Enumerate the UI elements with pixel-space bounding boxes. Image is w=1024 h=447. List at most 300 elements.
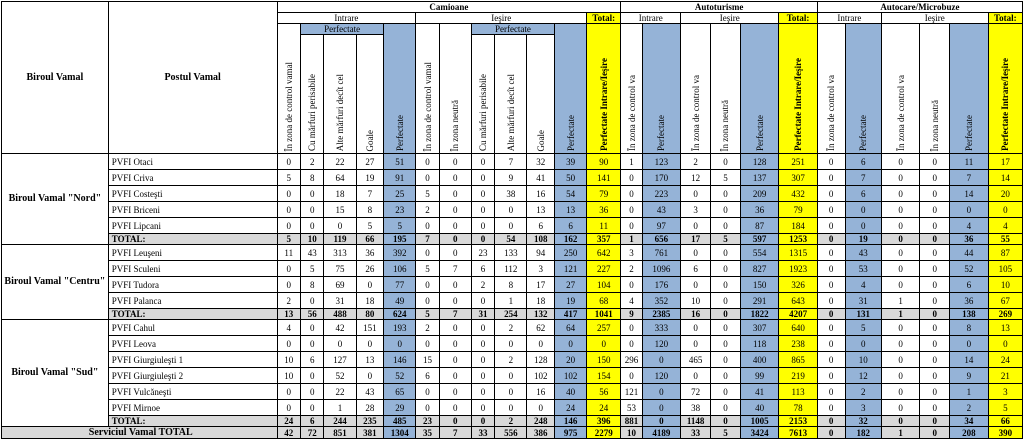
table-cell: 1148: [681, 416, 711, 427]
table-cell: 307: [740, 320, 778, 336]
table-cell: 66: [988, 416, 1022, 427]
table-cell: 6: [950, 277, 988, 293]
table-cell: 131: [845, 309, 881, 320]
table-cell: 52: [950, 261, 988, 277]
table-cell: 53: [621, 400, 642, 416]
table-cell: 36: [356, 245, 384, 261]
table-cell: 0: [471, 320, 494, 336]
total-label: TOTAL:: [108, 416, 277, 427]
table-cell: 0: [881, 202, 919, 218]
table-row: [2, 293, 1023, 309]
table-cell: 2: [300, 154, 323, 170]
table-cell: 0: [817, 416, 845, 427]
post-name: PVFI Vulcăneşti: [108, 384, 277, 400]
table-cell: 2153: [779, 416, 817, 427]
table-cell: 0: [711, 309, 741, 320]
table-cell: 19: [356, 170, 384, 186]
table-cell: 0: [621, 336, 642, 352]
table-cell: 0: [950, 336, 988, 352]
table-cell: 0: [439, 186, 471, 202]
table-cell: 0: [555, 336, 587, 352]
table-cell: 0: [439, 234, 471, 245]
table-cell: 8: [300, 170, 323, 186]
table-cell: 10: [988, 277, 1022, 293]
table-cell: 154: [587, 368, 621, 384]
table-cell: 27: [555, 277, 587, 293]
table-cell: 10: [845, 352, 881, 368]
table-cell: 138: [950, 309, 988, 320]
table-cell: 80: [356, 309, 384, 320]
table-cell: 235: [356, 416, 384, 427]
table-cell: 53: [845, 261, 881, 277]
table-cell: 44: [950, 245, 988, 261]
table-cell: 7: [439, 309, 471, 320]
table-cell: 87: [988, 245, 1022, 261]
table-cell: 0: [471, 336, 494, 352]
table-cell: 0: [920, 309, 950, 320]
table-cell: 0: [817, 261, 845, 277]
table-cell: 176: [642, 277, 680, 293]
header-cam-total: Total:: [587, 13, 621, 24]
table-cell: 50: [555, 170, 587, 186]
table-cell: 0: [642, 416, 680, 427]
table-cell: 120: [642, 368, 680, 384]
table-cell: 0: [881, 352, 919, 368]
table-cell: 49: [384, 293, 416, 309]
table-cell: 5: [711, 427, 741, 439]
table-cell: 0: [471, 368, 494, 384]
table-cell: 35: [416, 427, 439, 439]
table-cell: 250: [555, 245, 587, 261]
table-cell: 17: [527, 277, 555, 293]
table-cell: 4: [621, 293, 642, 309]
table-cell: 0: [817, 368, 845, 384]
table-cell: 5: [277, 234, 300, 245]
table-cell: 39: [555, 154, 587, 170]
table-cell: 24: [988, 352, 1022, 368]
table-cell: 761: [642, 245, 680, 261]
table-cell: 0: [439, 170, 471, 186]
table-cell: 0: [817, 384, 845, 400]
table-row: [2, 245, 1023, 261]
table-cell: 13: [555, 202, 587, 218]
table-cell: 0: [817, 352, 845, 368]
table-cell: 0: [300, 202, 323, 218]
table-cell: 1041: [587, 309, 621, 320]
table-cell: 1: [881, 293, 919, 309]
table-cell: 219: [779, 368, 817, 384]
table-cell: 0: [817, 186, 845, 202]
table-cell: 0: [681, 320, 711, 336]
table-cell: 0: [416, 384, 439, 400]
post-name: PVFI Costeşti: [108, 186, 277, 202]
table-cell: 43: [300, 245, 323, 261]
table-cell: 62: [527, 320, 555, 336]
table-cell: 102: [527, 368, 555, 384]
table-cell: 77: [384, 277, 416, 293]
table-cell: 209: [740, 186, 778, 202]
table-cell: 91: [384, 170, 416, 186]
total-row: [2, 234, 1023, 245]
table-cell: 23: [384, 202, 416, 218]
table-cell: 881: [621, 416, 642, 427]
table-cell: 94: [527, 245, 555, 261]
table-cell: 121: [555, 261, 587, 277]
bureau-name: Biroul Vamal "Nord": [2, 154, 109, 245]
table-cell: 18: [324, 186, 356, 202]
table-cell: 6: [555, 218, 587, 234]
table-cell: 0: [439, 218, 471, 234]
table-cell: 9: [621, 309, 642, 320]
table-cell: 0: [920, 154, 950, 170]
table-row: [2, 336, 1023, 352]
table-cell: 1822: [740, 309, 778, 320]
table-cell: 1: [621, 234, 642, 245]
post-name: PVFI Mirnoe: [108, 400, 277, 416]
table-cell: 11: [587, 218, 621, 234]
table-cell: 8: [300, 277, 323, 293]
total-row: [2, 309, 1023, 320]
table-cell: 102: [555, 368, 587, 384]
post-name: PVFI Leova: [108, 336, 277, 352]
header-post: Postul Vamal: [108, 2, 277, 154]
table-cell: 0: [920, 384, 950, 400]
table-cell: 0: [324, 336, 356, 352]
table-cell: 0: [881, 218, 919, 234]
table-cell: 1: [324, 400, 356, 416]
table-cell: 0: [920, 218, 950, 234]
table-cell: 0: [817, 427, 845, 439]
header-auto-iesire: Ieşire: [681, 13, 779, 24]
col-cam-total-io: Perfectate Intrare/Ieşire: [587, 24, 621, 154]
table-cell: 184: [779, 218, 817, 234]
table-cell: 193: [384, 320, 416, 336]
table-cell: 223: [642, 186, 680, 202]
table-cell: 22: [324, 384, 356, 400]
col-cam-out-zona-neutra: În zona neutră: [439, 24, 471, 154]
table-cell: 120: [642, 336, 680, 352]
table-cell: 0: [587, 336, 621, 352]
table-cell: 0: [416, 245, 439, 261]
table-cell: 0: [881, 154, 919, 170]
table-cell: 0: [471, 234, 494, 245]
table-cell: 31: [471, 309, 494, 320]
table-cell: 0: [471, 186, 494, 202]
table-cell: 31: [324, 293, 356, 309]
table-cell: 64: [324, 170, 356, 186]
table-cell: 0: [920, 320, 950, 336]
table-cell: 827: [740, 261, 778, 277]
table-cell: 0: [277, 400, 300, 416]
table-cell: 0: [356, 336, 384, 352]
header-auto-intrare: Intrare: [621, 13, 681, 24]
table-cell: 6: [300, 416, 323, 427]
table-cell: 296: [621, 352, 642, 368]
table-cell: 1: [881, 427, 919, 439]
table-cell: 0: [711, 245, 741, 261]
table-cell: 0: [300, 320, 323, 336]
table-cell: 0: [881, 245, 919, 261]
table-cell: 16: [681, 309, 711, 320]
table-cell: 0: [711, 336, 741, 352]
table-cell: 0: [681, 368, 711, 384]
table-row: [2, 384, 1023, 400]
table-cell: 27: [356, 154, 384, 170]
post-name: PVFI Giurgiuleşti 1: [108, 352, 277, 368]
total-row: [2, 416, 1023, 427]
table-cell: 0: [881, 416, 919, 427]
table-cell: 2: [277, 293, 300, 309]
col-cam-out-perfectate: Perfectate: [555, 24, 587, 154]
table-cell: 0: [416, 293, 439, 309]
table-cell: 0: [277, 218, 300, 234]
post-name: PVFI Tudora: [108, 277, 277, 293]
table-cell: 2: [471, 277, 494, 293]
table-cell: 36: [740, 202, 778, 218]
table-cell: 0: [711, 154, 741, 170]
table-cell: 90: [587, 154, 621, 170]
table-cell: 386: [527, 427, 555, 439]
table-cell: 0: [439, 416, 471, 427]
table-cell: 597: [740, 234, 778, 245]
table-cell: 0: [711, 202, 741, 218]
table-cell: 2: [416, 320, 439, 336]
table-cell: 33: [471, 427, 494, 439]
table-cell: 465: [681, 352, 711, 368]
table-cell: 2385: [642, 309, 680, 320]
col-auto-in-zona-control: În zona de control va: [621, 24, 642, 154]
table-cell: 52: [384, 368, 416, 384]
table-cell: 269: [988, 309, 1022, 320]
col-cam-out-alte: Alte mărfuri decît cel: [495, 35, 527, 154]
table-cell: 0: [920, 170, 950, 186]
table-cell: 7: [439, 427, 471, 439]
table-cell: 7: [439, 261, 471, 277]
table-cell: 0: [711, 293, 741, 309]
table-cell: 19: [555, 293, 587, 309]
table-cell: 333: [642, 320, 680, 336]
table-cell: 0: [817, 154, 845, 170]
table-cell: 22: [324, 154, 356, 170]
table-cell: 56: [587, 384, 621, 400]
table-cell: 14: [950, 352, 988, 368]
table-cell: 5: [300, 261, 323, 277]
table-cell: 227: [587, 261, 621, 277]
table-cell: 5: [988, 400, 1022, 416]
total-label: TOTAL:: [108, 309, 277, 320]
table-cell: 0: [439, 400, 471, 416]
table-cell: 0: [416, 154, 439, 170]
table-cell: 0: [681, 218, 711, 234]
table-cell: 0: [495, 218, 527, 234]
table-cell: 0: [356, 277, 384, 293]
table-cell: 8: [950, 320, 988, 336]
table-cell: 1: [621, 154, 642, 170]
table-cell: 11: [950, 154, 988, 170]
table-cell: 1: [950, 384, 988, 400]
table-cell: 20: [988, 186, 1022, 202]
table-cell: 2: [621, 261, 642, 277]
table-cell: 150: [587, 352, 621, 368]
table-cell: 0: [681, 336, 711, 352]
table-row: [2, 277, 1023, 293]
table-cell: 0: [621, 320, 642, 336]
table-cell: 0: [881, 368, 919, 384]
table-cell: 128: [740, 154, 778, 170]
table-cell: 5: [711, 234, 741, 245]
table-cell: 0: [920, 245, 950, 261]
table-cell: 11: [277, 245, 300, 261]
table-cell: 0: [439, 384, 471, 400]
table-cell: 0: [817, 245, 845, 261]
post-name: PVFI Cahul: [108, 320, 277, 336]
table-cell: 2: [416, 202, 439, 218]
col-bus-in-perfectate: Perfectate: [845, 24, 881, 154]
table-cell: 18: [356, 293, 384, 309]
table-row: [2, 202, 1023, 218]
table-cell: 1: [881, 309, 919, 320]
table-cell: 0: [681, 245, 711, 261]
header-cam-in-perfectate: Perfectate: [300, 24, 383, 35]
table-cell: 5: [416, 186, 439, 202]
table-cell: 0: [817, 400, 845, 416]
header-bureau: Biroul Vamal: [2, 2, 109, 154]
table-cell: 9: [950, 368, 988, 384]
table-cell: 257: [587, 320, 621, 336]
total-label: TOTAL:: [108, 234, 277, 245]
table-cell: 121: [621, 384, 642, 400]
table-cell: 0: [495, 400, 527, 416]
table-cell: 0: [439, 336, 471, 352]
table-cell: 400: [740, 352, 778, 368]
table-cell: 0: [817, 202, 845, 218]
table-cell: 52: [324, 368, 356, 384]
table-cell: 0: [711, 400, 741, 416]
table-cell: 72: [681, 384, 711, 400]
table-cell: 0: [277, 154, 300, 170]
table-cell: 0: [920, 352, 950, 368]
table-cell: 14: [950, 186, 988, 202]
table-cell: 0: [621, 368, 642, 384]
table-cell: 6: [471, 261, 494, 277]
table-cell: 10: [621, 427, 642, 439]
table-cell: 0: [920, 368, 950, 384]
table-cell: 87: [740, 218, 778, 234]
table-cell: 0: [300, 218, 323, 234]
table-cell: 642: [587, 245, 621, 261]
table-cell: 7: [950, 170, 988, 186]
table-cell: 0: [920, 202, 950, 218]
table-cell: 24: [587, 400, 621, 416]
table-cell: 146: [555, 416, 587, 427]
table-cell: 5: [416, 261, 439, 277]
table-cell: 0: [881, 400, 919, 416]
table-cell: 123: [642, 154, 680, 170]
table-cell: 31: [845, 293, 881, 309]
table-cell: 381: [356, 427, 384, 439]
table-cell: 0: [881, 384, 919, 400]
table-cell: 13: [527, 202, 555, 218]
table-cell: 0: [642, 400, 680, 416]
table-cell: 65: [384, 384, 416, 400]
table-cell: 68: [587, 293, 621, 309]
table-row: [2, 170, 1023, 186]
table-cell: 0: [881, 186, 919, 202]
table-cell: 0: [920, 186, 950, 202]
table-cell: 119: [324, 234, 356, 245]
table-cell: 0: [621, 218, 642, 234]
table-cell: 182: [845, 427, 881, 439]
table-cell: 0: [471, 384, 494, 400]
table-cell: 54: [555, 186, 587, 202]
col-bus-out-zona-control: În zona de control va: [881, 24, 919, 154]
header-bus-total: Total:: [988, 13, 1022, 24]
table-cell: 313: [324, 245, 356, 261]
table-cell: 0: [920, 416, 950, 427]
table-cell: 40: [555, 384, 587, 400]
col-cam-in-perisabile: Cu mărfuri perisabile: [300, 35, 323, 154]
table-cell: 417: [555, 309, 587, 320]
table-cell: 0: [881, 277, 919, 293]
table-cell: 0: [881, 170, 919, 186]
table-cell: 42: [277, 427, 300, 439]
table-cell: 0: [471, 154, 494, 170]
table-cell: 0: [439, 154, 471, 170]
table-cell: 0: [920, 234, 950, 245]
table-cell: 8: [495, 277, 527, 293]
table-cell: 6: [845, 186, 881, 202]
table-cell: 0: [817, 336, 845, 352]
table-cell: 72: [300, 427, 323, 439]
col-bus-out-perfectate: Perfectate: [950, 24, 988, 154]
table-cell: 43: [642, 202, 680, 218]
table-cell: 6: [845, 154, 881, 170]
table-cell: 0: [920, 261, 950, 277]
table-cell: 0: [495, 336, 527, 352]
table-cell: 6: [527, 218, 555, 234]
table-cell: 118: [740, 336, 778, 352]
table-cell: 0: [621, 202, 642, 218]
table-cell: 43: [845, 245, 881, 261]
table-cell: 7: [845, 170, 881, 186]
table-cell: 251: [779, 154, 817, 170]
header-auto-total: Total:: [779, 13, 817, 24]
table-cell: 24: [277, 416, 300, 427]
table-cell: 2: [495, 416, 527, 427]
table-cell: 5: [416, 309, 439, 320]
table-cell: 8: [356, 202, 384, 218]
table-cell: 16: [527, 384, 555, 400]
bureau-name: Biroul Vamal "Sud": [2, 320, 109, 427]
table-cell: 33: [681, 427, 711, 439]
col-auto-total-io: Perfectate Intrare/Ieşire: [779, 24, 817, 154]
table-cell: 624: [384, 309, 416, 320]
col-bus-out-zona-neutra: În zona neutră: [920, 24, 950, 154]
table-cell: 0: [527, 336, 555, 352]
table-row: [2, 320, 1023, 336]
table-cell: 1923: [779, 261, 817, 277]
table-cell: 2: [495, 320, 527, 336]
table-cell: 0: [416, 170, 439, 186]
table-cell: 0: [300, 293, 323, 309]
table-cell: 75: [324, 261, 356, 277]
table-cell: 13: [988, 320, 1022, 336]
table-cell: 7: [495, 154, 527, 170]
table-cell: 4189: [642, 427, 680, 439]
table-cell: 16: [527, 186, 555, 202]
table-cell: 40: [740, 400, 778, 416]
table-cell: 396: [587, 416, 621, 427]
